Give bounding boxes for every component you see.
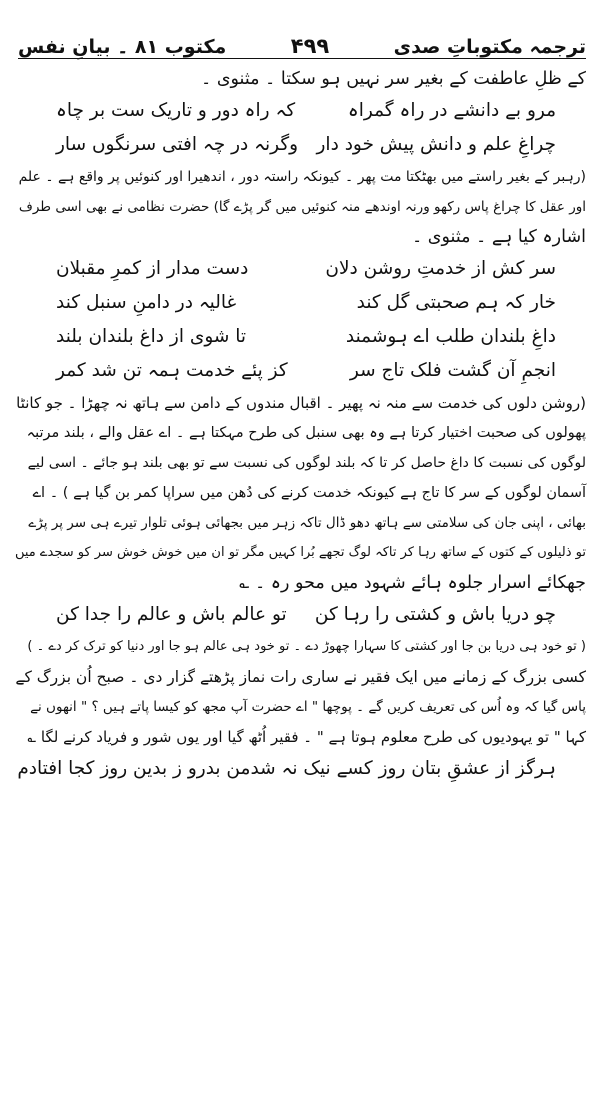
prose-line: بھائی ، اپنی جان کی سلامتی سے ہاتھ دھو ڈال تاکہ زہر میں بجھائی ہوئی تلوار تیرے ہی سر پر پڑے xyxy=(28,515,586,531)
page-number: ۴۹۹ xyxy=(290,34,330,58)
prose-line: اور عقل کا چراغ پاس رکھو ورنہ اوندھے منہ کنوئیں میں گر پڑے گا) حضرت نظامی نے بھی اسی طرف xyxy=(18,199,586,215)
prose-line: پھولوں کی صحبت اختیار کرتا ہے وہ بھی سنبل کی طرح مہکتا ہے ۔ اے عقل والے ، بلند مرتبہ xyxy=(26,425,586,441)
verse-couplet xyxy=(16,320,586,354)
verse-first-hemistich: داغِ بلندان طلب اے ہوشمند xyxy=(345,326,556,347)
page-header xyxy=(18,14,586,59)
verse-couplet xyxy=(16,752,586,786)
prose-line: آسمان لوگوں کے سر کا تاج ہے کیونکہ خدمت کرنے کی دُھن میں سراپا کمر بن گیا ہے ) ۔ اے xyxy=(32,485,586,501)
verse-first-hemistich: چو دریا باش و کشتی را رہا کن xyxy=(314,604,556,625)
verse-first-hemistich: مرو بے دانشے در راہ گمراہ xyxy=(347,100,556,121)
prose-line: کہا " تو یہودیوں کی طرح معلوم ہوتا ہے " ۔ فقیر اُٹھ گیا اور یوں شور و فریاد کرنے لگا ؎ xyxy=(27,728,586,746)
verse-second-hemistich: غالیہ در دامنِ سنبل کند xyxy=(56,292,237,313)
verse-couplet xyxy=(16,598,586,632)
prose-line: (روشن دلوں کی خدمت سے منہ نہ پھیر ۔ اقبال مندوں کے دامن سے ہاتھ نہ چھڑا ۔ جو کانٹا xyxy=(16,394,586,412)
prose-line: لوگوں کی نسبت کا داغ حاصل کر تا کہ بلند لوگوں کی نسبت سے تو بھی بلند ہو جائے ۔ اسی لیے xyxy=(27,455,586,471)
letter-title: مکتوب ۸۱ ۔ بیانِ نفس xyxy=(18,36,227,58)
book-title: ترجمہ مکتوباتِ صدی xyxy=(393,36,586,58)
prose-line: کسی بزرگ کے زمانے میں ایک فقیر نے ساری رات نماز پڑھتے گزار دی ۔ صبح اُن بزرگ کے xyxy=(15,668,586,686)
prose-line: تو ذلیلوں کے کتوں کے ساتھ رہا کر تاکہ لوگ تجھے بُرا کہیں مگر تو ان میں خوش خوش سر کو سجدے میں xyxy=(14,545,586,560)
verse-second-hemistich: تو عالم باش و عالم را جدا کن xyxy=(56,604,287,625)
verse-first-hemistich: سر کش از خدمتِ روشن دلان xyxy=(325,258,556,279)
prose-line: پاس گیا کہ وہ اُس کی تعریف کریں گے ۔ پوچھا " اے حضرت آپ مجھ کو کیسا پاتے ہیں ؟ " انھوں نے xyxy=(30,699,586,715)
prose-line: کے ظلِ عاطفت کے بغیر سر نہیں ہو سکتا ۔ مثنوی ۔ xyxy=(201,69,586,89)
prose-line: جھکائے اسرار جلوہ ہائے شہود میں محو رہ ۔ ؎ xyxy=(239,573,586,593)
verse-couplet xyxy=(16,354,586,388)
verse-couplet xyxy=(16,252,586,286)
verse-first-hemistich: خار کہ ہم صحبتی گل کند xyxy=(356,292,556,313)
verse-second-hemistich: کز پئے خدمت ہمہ تن شد کمر xyxy=(56,360,288,381)
verse-couplet xyxy=(16,286,586,320)
prose-line: اشارہ کیا ہے ۔ مثنوی ۔ xyxy=(411,227,586,247)
verse-couplet xyxy=(16,128,586,162)
verse-first-hemistich: چراغِ علم و دانش پیش خود دار xyxy=(316,134,556,155)
verse-second-hemistich: کہ راہ دور و تاریک ست بر چاہ xyxy=(56,100,296,121)
verse-first-hemistich: ہرگز از عشقِ بتان روز کسے نیک نہ شد xyxy=(250,758,556,779)
verse-second-hemistich: وگرنہ در چہ افتی سرنگوں سار xyxy=(56,134,299,155)
verse-second-hemistich: تا شوی از داغ بلندان بلند xyxy=(56,326,247,347)
prose-line: (رہبر کے بغیر راستے میں بھٹکتا مت پھر ۔ کیونکہ راستہ دور ، اندھیرا اور کنوئیں پر واقع ہے ۔ علم xyxy=(18,169,586,185)
verse-first-hemistich: انجمِ آن گشت فلک تاج سر xyxy=(349,360,556,381)
verse-second-hemistich: دست مدار از کمرِ مقبلان xyxy=(56,258,249,279)
page-body xyxy=(16,64,586,786)
prose-line: ( تو خود ہی دریا بن جا اور کشتی کا سہارا چھوڑ دے ۔ تو خود ہی عالم ہو جا اور دنیا کو ترک کر دے ۔ ) xyxy=(27,639,586,654)
verse-couplet xyxy=(16,94,586,128)
verse-second-hemistich: من بدرو ز بدین روز کجا افتادم xyxy=(17,758,251,779)
